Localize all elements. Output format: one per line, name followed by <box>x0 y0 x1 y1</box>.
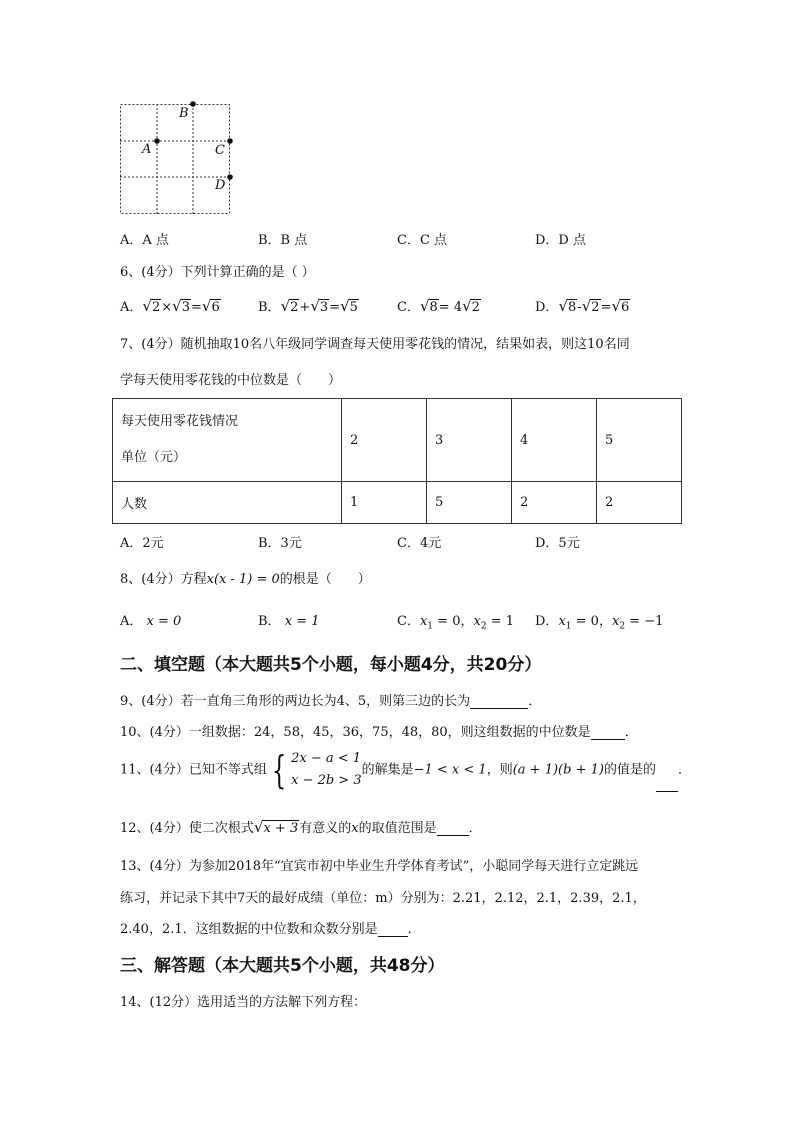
q7-option-d: D．5元 <box>535 536 580 551</box>
q8-c-sep: ， <box>460 614 474 629</box>
q8-option-a <box>120 610 181 629</box>
q6-c-rad1: 8 <box>429 300 438 315</box>
q7-option-c: C．4元 <box>397 536 442 551</box>
q12-mid: 有意义的 <box>299 821 352 836</box>
q8-c-sub1: 1 <box>427 621 434 632</box>
q8-stem-suffix: 的根是（ ） <box>279 572 371 587</box>
q8-option-c <box>397 610 514 632</box>
point-c <box>227 138 233 144</box>
q6-c-eq: = 4 <box>438 300 463 315</box>
header-value: 5 <box>597 399 682 482</box>
point-d <box>227 174 233 180</box>
q8-option-b <box>258 610 319 629</box>
q10-blank <box>591 724 625 740</box>
q11-mid: 的解集是 <box>361 762 414 778</box>
q6-d-op: - <box>577 300 582 315</box>
q11-system <box>291 748 362 792</box>
q7-line1: 7、(4分）随机抽取10名八年级同学调查每天使用零花钱的情况，结果如表，则这10名同 <box>120 337 630 352</box>
q10 <box>120 721 638 740</box>
q6-d-rad1: 8 <box>568 300 577 315</box>
q13-blank <box>378 921 408 937</box>
q7-option-a: A．2元 <box>120 536 164 551</box>
row-value: 2 <box>597 482 682 524</box>
q6-option-a: A．√2×√3=√6 <box>120 297 220 315</box>
section3-title: 三、解答题（本大题共5个小题，共48分） <box>120 956 445 976</box>
q11-prefix: 11、(4分）已知不等式组 <box>120 762 267 778</box>
q11-range: −1 < x < 1 <box>413 762 487 778</box>
q9 <box>120 690 541 709</box>
q10-text: 10、(4分）一组数据：24，58，45，36，75，48，80，则这组数据的中位数是 <box>120 725 591 740</box>
q13-line2: 练习，并记录下其中7天的最好成绩（单位：m）分别为：2.21，2.12，2.1，2.39，2.1， <box>120 891 646 906</box>
q6-d-prefix: D． <box>535 300 559 315</box>
q12-end: ． <box>468 821 482 836</box>
q6-a-eq: = <box>190 300 202 315</box>
label-a: A <box>142 142 152 157</box>
label-c: C <box>215 143 225 158</box>
row-value: 2 <box>512 482 597 524</box>
q11-mid2: ，则 <box>486 762 513 778</box>
q11-blank <box>656 776 678 792</box>
label-d: D <box>215 178 226 193</box>
table-row <box>113 482 682 524</box>
q7-line2: 学每天使用零花钱的中位数是（ ） <box>120 373 342 388</box>
q6-b-rad1: 2 <box>290 300 299 315</box>
q6-option-b: B．√2+√3=√5 <box>258 297 358 315</box>
q5-option-b: B．B 点 <box>258 233 308 248</box>
q6-stem: 6、(4分）下列计算正确的是（ ） <box>120 265 315 280</box>
q13-end: ． <box>407 922 421 937</box>
q12-radicand: x + 3 <box>263 821 299 836</box>
q12: 12、(4分）使二次根式√x + 3有意义的x的取值范围是 ． <box>120 818 482 836</box>
q6-a-rad1: 2 <box>151 300 161 315</box>
q8-a-prefix: A． <box>120 614 143 629</box>
grid-svg <box>120 104 230 214</box>
header-value: 2 <box>342 399 427 482</box>
q6-b-eq: = <box>329 300 341 315</box>
q11 <box>120 748 691 792</box>
q8-d-sep: ， <box>598 614 612 629</box>
q5-option-a: A．A 点 <box>120 233 169 248</box>
label-b: B <box>179 106 189 121</box>
q14-text: 14、(12分）选用适当的方法解下列方程： <box>120 995 367 1010</box>
q6-option-d: D．√8-√2=√6 <box>535 297 630 315</box>
q6-a-op: × <box>161 300 173 315</box>
q8-c-v1: = 0 <box>433 614 461 629</box>
q9-end: ． <box>528 694 542 709</box>
q13-line3 <box>120 918 421 937</box>
q6-d-rad2: 2 <box>591 300 600 315</box>
q5-option-c: C．C 点 <box>397 233 448 248</box>
q10-end: ． <box>624 725 638 740</box>
header-label-2: 单位（元） <box>121 450 187 465</box>
header-label-1: 每天使用零花钱情况 <box>121 414 239 429</box>
section2-title: 二、填空题（本大题共5个小题，每小题4分，共20分） <box>120 655 542 675</box>
q6-c-prefix: C． <box>397 300 420 315</box>
q7-table <box>112 398 682 524</box>
q9-text: 9、(4分）若一直角三角形的两边长为4、5，则第三边的长为 <box>120 694 471 709</box>
q5-option-d: D．D 点 <box>535 233 586 248</box>
point-b <box>190 101 196 107</box>
q11-end: ． <box>677 762 691 778</box>
q8-stem-prefix: 8、(4分）方程 <box>120 572 207 587</box>
q8-c-v2: = 1 <box>486 614 514 629</box>
q6-b-op: + <box>299 300 311 315</box>
q8-d-v1: = 0 <box>571 614 599 629</box>
q13-line3-text: 2.40，2.1．这组数据的中位数和众数分别是 <box>120 922 378 937</box>
q12-var: x <box>351 821 359 836</box>
header-value: 3 <box>427 399 512 482</box>
q6-c-rad2: 2 <box>471 300 480 315</box>
q12-blank <box>437 820 469 836</box>
q8-stem-math: x(x - 1) = 0 <box>206 572 280 587</box>
q6-d-eq: = <box>600 300 612 315</box>
q6-b-rad3: 5 <box>349 300 358 315</box>
grid-border <box>121 105 230 214</box>
point-a <box>154 138 160 144</box>
q11-eq1: 2x − a < 1 <box>291 751 362 766</box>
q11-suffix: 的值是的 <box>603 762 656 778</box>
grid-figure <box>120 104 230 214</box>
header-value: 4 <box>512 399 597 482</box>
q7-option-b: B．3元 <box>258 536 302 551</box>
q12-prefix: 12、(4分）使二次根式 <box>120 821 254 836</box>
row-value: 5 <box>427 482 512 524</box>
q8-c-x2: x <box>473 614 481 629</box>
q6-b-rad2: 3 <box>319 300 329 315</box>
table-header-label <box>113 399 342 482</box>
q8-option-d <box>535 610 663 632</box>
q8-b-math: x = 1 <box>284 614 320 629</box>
q8-b-prefix: B． <box>258 614 281 629</box>
q8-c-x1: x <box>419 614 428 629</box>
q11-eq2: x − 2b > 3 <box>291 773 362 788</box>
table-row <box>113 399 682 482</box>
q6-d-rad3: 6 <box>621 300 630 315</box>
q8-d-x2: x <box>611 614 620 629</box>
row-value: 1 <box>342 482 427 524</box>
q6-option-c: C．√8= 4√2 <box>397 297 480 315</box>
q11-brace: { <box>271 748 287 792</box>
q8-c-sub2: 2 <box>480 621 487 632</box>
q13-line1: 13、(4分）为参加2018年“宜宾市初中毕业生升学体育考试”，小聪同学每天进行立定跳远 <box>120 859 639 874</box>
q8-d-v2: = −1 <box>625 614 664 629</box>
q8-d-prefix: D． <box>535 614 559 629</box>
q8-a-math: x = 0 <box>146 614 182 629</box>
q12-suffix: 的取值范围是 <box>358 821 437 836</box>
q6-a-prefix: A． <box>120 300 143 315</box>
q8-c-prefix: C． <box>397 614 420 629</box>
q8-d-sub2: 2 <box>619 621 626 632</box>
q8-d-x1: x <box>558 614 566 629</box>
q6-b-prefix: B． <box>258 300 281 315</box>
q8-stem <box>120 568 371 587</box>
q6-a-rad2: 3 <box>181 300 190 315</box>
q8-d-sub1: 1 <box>565 621 572 632</box>
row-label: 人数 <box>113 482 342 524</box>
q9-blank <box>470 693 528 709</box>
q11-expr: (a + 1)(b + 1) <box>512 762 604 778</box>
q6-a-rad3: 6 <box>211 300 220 315</box>
